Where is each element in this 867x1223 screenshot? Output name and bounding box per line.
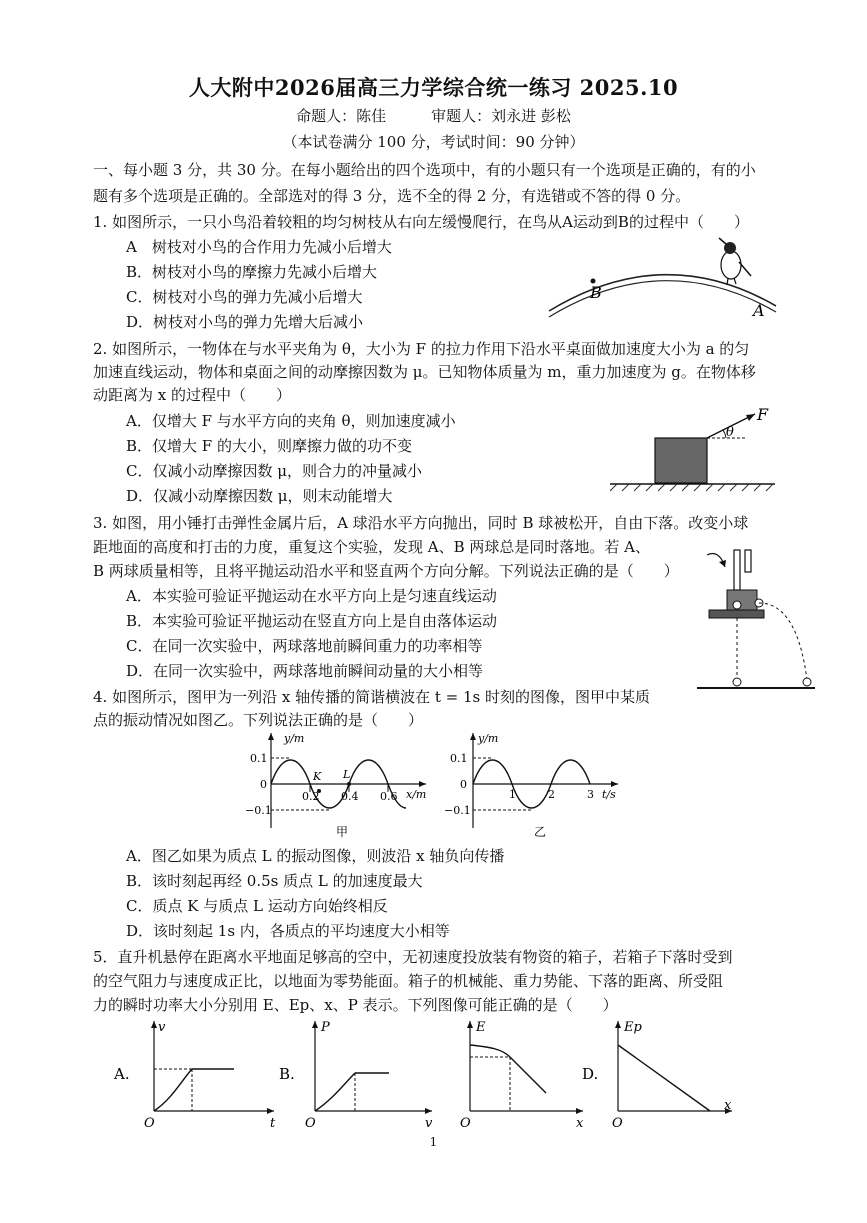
q2-option-b: B．仅增大 F 的大小，则摩擦力做的功不变 bbox=[126, 437, 412, 455]
branch-curve-bottom bbox=[549, 281, 776, 317]
table-hatching bbox=[610, 484, 773, 491]
q4-option-b: B．该时刻起再经 0.5s 质点 L 的加速度最大 bbox=[126, 872, 423, 890]
section-intro-line2: 题有多个选项是正确的。全部选对的得 3 分，选不全的得 2 分，有选错或不答的得 0 分。 bbox=[93, 187, 691, 205]
yi-tick-y-2: −0.1 bbox=[444, 804, 471, 817]
label-f: F bbox=[757, 405, 769, 424]
page-number: 1 bbox=[429, 1135, 438, 1149]
q4-graph-yi bbox=[438, 728, 628, 840]
q5-graph-a-ylabel: v bbox=[158, 1020, 166, 1035]
q5-graph-d-ylabel: Ep bbox=[624, 1020, 642, 1035]
hammer bbox=[734, 550, 740, 590]
jia-ylabel: y/m bbox=[284, 732, 305, 745]
q5-stem-line1: 5．直升机悬停在距离水平地面足够高的空中，无初速度投放装有物资的箱子，若箱子下落时受到 bbox=[93, 948, 733, 966]
label-b: B bbox=[590, 283, 602, 302]
q3-stem-line3: B 两球质量相等，且将平抛运动沿水平和竖直两个方向分解。下列说法正确的是（ ） bbox=[93, 562, 679, 580]
ball-a-path bbox=[759, 603, 807, 680]
q5-graph-c bbox=[440, 1015, 590, 1130]
q5-graph-c-origin: O bbox=[460, 1116, 471, 1130]
jia-xlabel: x/m bbox=[406, 788, 427, 801]
q2-option-d: D．仅减小动摩擦因数 μ，则末动能增大 bbox=[126, 487, 393, 505]
q4-option-c: C．质点 K 与质点 L 运动方向始终相反 bbox=[126, 897, 388, 915]
jia-tick-y-2: −0.1 bbox=[245, 804, 272, 817]
q4-graph-jia bbox=[236, 728, 436, 840]
yi-caption: 乙 bbox=[534, 825, 547, 839]
branch-curve-top bbox=[549, 275, 776, 311]
q5-graph-b-ylabel: P bbox=[321, 1020, 330, 1035]
q1-stem: 1. 如图所示，一只小鸟沿着较粗的均匀树枝从右向左缓慢爬行，在鸟从A运动到B的过程中（ ） bbox=[93, 213, 749, 231]
q2-block-figure bbox=[610, 400, 780, 495]
q5-graph-a-origin: O bbox=[144, 1116, 155, 1130]
q4-stem-line2: 点的振动情况如图乙。下列说法正确的是（ ） bbox=[93, 711, 424, 729]
q5-graph-a-option: A. bbox=[114, 1065, 130, 1083]
block bbox=[655, 438, 707, 483]
page-title: 人大附中2026届高三力学综合统一练习 2025.10 bbox=[188, 75, 679, 100]
q1-branch-figure bbox=[544, 236, 784, 336]
q5-graph-b bbox=[277, 1015, 437, 1130]
authors: 命题人：陈佳 审题人：刘永进 彭松 bbox=[296, 107, 571, 125]
q1-option-b: B．树枝对小鸟的摩擦力先减小后增大 bbox=[126, 263, 378, 281]
q4-option-d: D．该时刻起 1s 内，各质点的平均速度大小相等 bbox=[126, 922, 450, 940]
label-theta: θ bbox=[726, 425, 734, 440]
jia-tick-y-1: 0 bbox=[260, 778, 267, 791]
exam-info: （本试卷满分 100 分，考试时间：90 分钟） bbox=[282, 133, 585, 151]
q2-option-c: C．仅减小动摩擦因数 μ，则合力的冲量减小 bbox=[126, 462, 422, 480]
q5-graph-c-xlabel: x bbox=[576, 1116, 584, 1130]
q5-stem-line2: 的空气阻力与速度成正比，以地面为零势能面。箱子的机械能、重力势能、下落的距离、所受阻 bbox=[93, 972, 724, 990]
q5-graph-b-xlabel: v bbox=[425, 1116, 433, 1130]
jia-tick-x-2: 0.6 bbox=[380, 790, 398, 803]
q4-option-a: A．图乙如果为质点 L 的振动图像，则波沿 x 轴负向传播 bbox=[126, 847, 505, 865]
section-intro-line1: 一、每小题 3 分，共 30 分。在每小题给出的四个选项中，有的小题只有一个选项是正确的，有的小 bbox=[93, 161, 756, 179]
jia-caption: 甲 bbox=[336, 825, 349, 839]
point-l bbox=[347, 782, 351, 786]
q5-graph-d-origin: O bbox=[612, 1116, 623, 1130]
q5-graph-d-option: D. bbox=[582, 1065, 599, 1083]
q5-graph-b-option: B. bbox=[279, 1065, 295, 1083]
q5-graph-d bbox=[580, 1015, 740, 1130]
apparatus-body bbox=[727, 590, 757, 610]
jia-label-l: L bbox=[343, 768, 351, 781]
q3-option-c: C．在同一次实验中，两球落地前瞬间重力的功率相等 bbox=[126, 637, 483, 655]
jia-label-k: K bbox=[313, 770, 322, 783]
q5-graph-a bbox=[112, 1015, 282, 1130]
q3-option-d: D．在同一次实验中，两球落地前瞬间动量的大小相等 bbox=[126, 662, 484, 680]
q1-option-a: A 树枝对小鸟的合作用力先减小后增大 bbox=[126, 238, 392, 256]
q5-graph-c-ylabel: E bbox=[476, 1020, 486, 1035]
yi-tick-x-2: 3 bbox=[587, 788, 594, 801]
q4-stem-line1: 4. 如图所示，图甲为一列沿 x 轴传播的简谐横波在 t = 1s 时刻的图像，图甲中某质 bbox=[93, 688, 650, 706]
q5-graph-a-xlabel: t bbox=[270, 1116, 276, 1130]
yi-ylabel: y/m bbox=[478, 732, 499, 745]
apparatus-base bbox=[709, 610, 764, 618]
yi-tick-x-0: 1 bbox=[509, 788, 516, 801]
q3-stem-line2: 距地面的高度和打击的力度，重复这个实验，发现 A、B 两球总是同时落地。若 A、 bbox=[93, 538, 650, 556]
q3-stem-line1: 3. 如图，用小锤打击弹性金属片后，A 球沿水平方向抛出，同时 B 球被松开，自由下落。改变小球 bbox=[93, 514, 749, 532]
hammer-arrow bbox=[707, 554, 725, 568]
q2-stem-line3: 动距离为 x 的过程中（ ） bbox=[93, 386, 291, 404]
bird-icon bbox=[719, 238, 751, 285]
jia-tick-x-0: 0.2 bbox=[302, 790, 320, 803]
q2-stem-line2: 加速直线运动，物体和桌面之间的动摩擦因数为 μ。已知物体质量为 m，重力加速度为 g。在物体移 bbox=[93, 363, 756, 381]
yi-tick-y-0: 0.1 bbox=[450, 752, 468, 765]
q5-stem-line3: 力的瞬时功率大小分别用 E、Ep、x、P 表示。下列图像可能正确的是（ ） bbox=[93, 996, 618, 1014]
q1-option-c: C．树枝对小鸟的弹力先减小后增大 bbox=[126, 288, 363, 306]
q5-graph-d-xlabel: x bbox=[724, 1098, 732, 1113]
q2-stem-line1: 2. 如图所示，一物体在与水平夹角为 θ，大小为 F 的拉力作用下沿水平桌面做加速度大小为 a 的匀 bbox=[93, 340, 750, 358]
yi-xlabel: t/s bbox=[602, 788, 616, 801]
label-a: A bbox=[753, 301, 765, 320]
q5-graph-b-origin: O bbox=[305, 1116, 316, 1130]
yi-tick-x-1: 2 bbox=[548, 788, 555, 801]
q3-apparatus-figure bbox=[697, 545, 817, 695]
ball-b bbox=[733, 601, 741, 609]
jia-tick-x-1: 0.4 bbox=[341, 790, 359, 803]
q3-option-b: B．本实验可验证平抛运动在竖直方向上是自由落体运动 bbox=[126, 612, 498, 630]
yi-tick-y-1: 0 bbox=[460, 778, 467, 791]
jia-tick-y-0: 0.1 bbox=[250, 752, 268, 765]
q3-option-a: A．本实验可验证平抛运动在水平方向上是匀速直线运动 bbox=[126, 587, 497, 605]
q2-option-a: A．仅增大 F 与水平方向的夹角 θ，则加速度减小 bbox=[126, 412, 456, 430]
q1-option-d: D．树枝对小鸟的弹力先增大后减小 bbox=[126, 313, 364, 331]
